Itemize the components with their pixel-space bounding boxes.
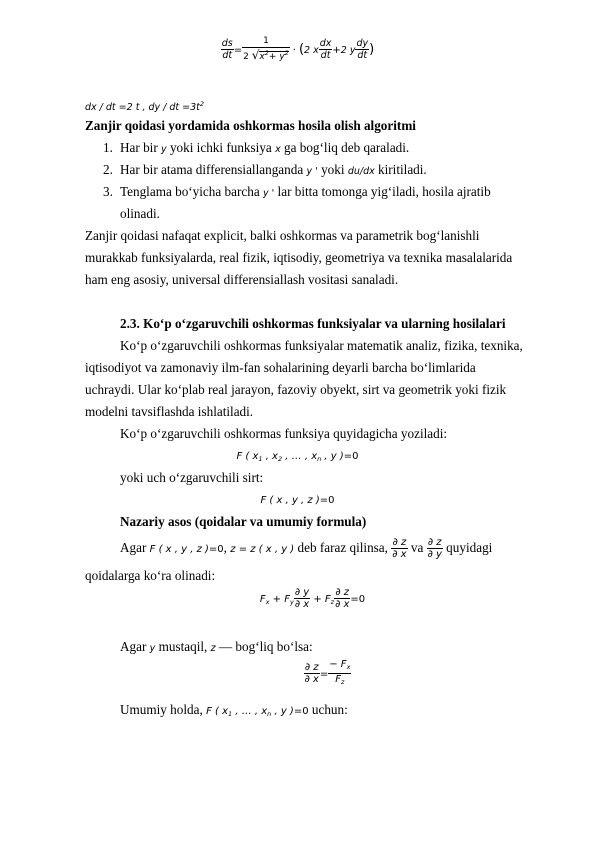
- sqrt-sign: √: [251, 48, 260, 62]
- fraction-dz-dx-chain: $\frac{\partial z}{\partial x}$: [335, 587, 350, 610]
- paragraph-line: Ko‘p o‘zgaruvchili oshkormas funksiyalar matematik analiz, fizika, texnika,: [120, 338, 523, 353]
- fraction-ds-dt: $\frac{ds}{dt}$: [221, 38, 233, 61]
- fraction-dy-dt: $\frac{dy}{dt}$: [356, 38, 369, 61]
- fraction-fx-fz: $\frac{- F_x}{F_z}$: [329, 659, 351, 686]
- algorithm-heading: Zanjir qoidasi yordamida oshkormas hosila olish algoritmi: [85, 118, 416, 133]
- fraction-dx-dt: $\frac{dx}{dt}$: [319, 38, 332, 61]
- fraction-dy-dx: $\frac{\partial y}{\partial x}$: [294, 587, 310, 610]
- sqrt-radicand: $x^2+ y^2$: [259, 49, 289, 62]
- general-case-line: Umumiy holda, F ( $x_1$ , … , $x_n$ , y )=0 uchun:: [120, 702, 348, 718]
- formula-result: $\frac{\partial z}{\partial x}$ = $\frac{- F_x}{F_z}$: [304, 659, 351, 686]
- formula-chain: $F_x + F_y$ $\frac{\partial y}{\partial x}$ + $F_z$ $\frac{\partial z}{\partial x}$ =0: [259, 587, 366, 610]
- section-heading: 2.3. Ko‘p o‘zgaruvchili oshkormas funksiyalar va ularning hosilalari: [120, 316, 506, 331]
- formula-ds-dt: $\frac{ds}{dt}$ = $\frac{1}{2 √x^2+ y^2}$ · (2 x $\frac{dx}{dt}$ +2 y $\frac{dy}{dt}$ ): [221, 36, 375, 62]
- paragraph-line: murakkab funksiyalarda, real fizik, iqtisodiy, geometriya va texnika masalalarida: [85, 250, 513, 265]
- fraction-dz-dx: $\frac{\partial z}{\partial x}$: [392, 537, 407, 561]
- fraction-one-over-root: $\frac{1}{2 √x^2+ y^2}$: [243, 36, 289, 62]
- list-item: 3.: [103, 184, 113, 199]
- theory-heading: Nazariy asos (qoidalar va umumiy formula): [120, 514, 367, 529]
- formula-three-var: F ( x , y , z )=0: [260, 495, 335, 506]
- fraction-dz-dx-result: $\frac{\partial z}{\partial x}$: [304, 662, 319, 685]
- formula-general: F ( $x_1$ , $x_2$ , … , $x_n$ , y )=0: [236, 451, 359, 463]
- paragraph-line: Ko‘p o‘zgaruvchili oshkormas funksiya quyidagicha yoziladi:: [120, 426, 448, 441]
- list-item-continuation: olinadi.: [120, 206, 160, 221]
- list-item: 2.: [103, 162, 113, 177]
- paragraph-line: yoki uch o‘zgaruvchili sirt:: [120, 470, 264, 485]
- list-item-text: Har bir atama differensiallanganda y ' yoki du/dx kiritiladi.: [120, 162, 427, 177]
- list-item-text: Har bir y yoki ichki funksiya x ga bog‘liq deb qaraladi.: [120, 140, 410, 155]
- list-item-text: Tenglama bo‘yicha barcha y ' lar bitta tomonga yig‘iladi, hosila ajratib: [120, 184, 491, 199]
- paragraph-line: ham eng asosiy, universal differensiallash vositasi sanaladi.: [85, 272, 399, 287]
- paragraph-line: modelni tavsiflashda ishlatiladi.: [85, 404, 254, 419]
- paragraph-line: uchraydi. Ular ko‘plab real jarayon, fazoviy obyekt, sirt va geometrik yoki fizik: [85, 382, 507, 397]
- paragraph-line: qoidalarga ko‘ra olinadi:: [85, 568, 216, 583]
- fraction-dz-dy: $\frac{\partial z}{\partial y}$: [427, 537, 442, 561]
- paragraph-line: iqtisodiyot va zamonaviy ilm-fan sohalarining deyarli barcha bo‘limlarida: [85, 360, 476, 375]
- paragraph-line: Zanjir qoidasi nafaqat explicit, balki oshkormas va parametrik bog‘lanishli: [85, 228, 480, 243]
- list-item: 1.: [103, 140, 113, 155]
- agar-line: Agar F ( x , y , z )=0, z = z ( x , y ) deb faraz qilinsa, $\frac{\partial z}{\partial x}$ va $\frac{\partial z}{\partial y}$ quyidagi: [120, 537, 493, 561]
- derivatives-line: dx / dt =2 t , dy / dt $=3t^2$: [85, 100, 205, 113]
- independent-line: Agar y mustaqil, z — bog‘liq bo‘lsa:: [120, 639, 313, 654]
